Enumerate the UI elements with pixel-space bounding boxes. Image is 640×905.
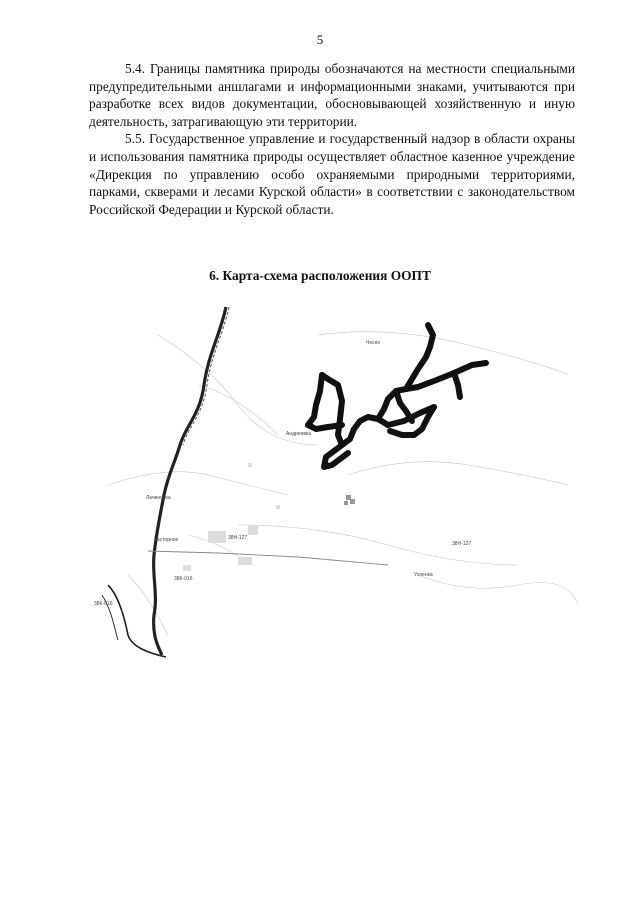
section-heading: 6. Карта-схема расположения ООПТ xyxy=(209,268,431,283)
page-number: 5 xyxy=(316,32,324,47)
body-text xyxy=(89,60,575,218)
paragraph-5-5: 5.5. Государственное управление и государственный надзор в области охраны и использования памятника природы осуществляет областное казенное учреждение «Дирекция по управлению особо охраняемыми природными территориями, парками, скверами и лесами Курской области» в соответствии с законодательством Российской Федерации и Курской области. xyxy=(89,131,575,217)
pond-symbol xyxy=(344,495,355,505)
paragraph-5-4: 5.4. Границы памятника природы обозначаются на местности специальными предупредительными аншлагами и информационными знаками, учитываются при разработке всех видов документации, обосновывающей хозяйственную и иную деятельность, затрагивающую эти территории. xyxy=(89,61,575,129)
map-label-road-bottom-left: 38К-016 xyxy=(94,601,113,607)
location-map-drawing xyxy=(88,295,578,665)
location-map xyxy=(88,295,578,665)
map-label-road-mid: 38Н-127 xyxy=(228,535,248,541)
map-background-patches xyxy=(183,463,280,571)
map-label-road-left: 38К-016 xyxy=(174,576,193,582)
map-label-settlement-top: Чесно xyxy=(366,340,381,346)
map-label-settlement-bottom: Успенка xyxy=(414,572,433,578)
map-label-settlement-kastornoe: Касторное xyxy=(154,537,179,543)
map-background-lines xyxy=(108,332,578,635)
highway-line xyxy=(148,551,388,565)
river-line xyxy=(154,307,226,655)
map-label-settlement-left: Лачиновка xyxy=(146,495,171,501)
map-label-settlement-mid: Андреевка xyxy=(286,431,312,437)
protected-area-boundary xyxy=(308,325,486,467)
map-label-road-right: 38Н-127 xyxy=(452,541,472,547)
